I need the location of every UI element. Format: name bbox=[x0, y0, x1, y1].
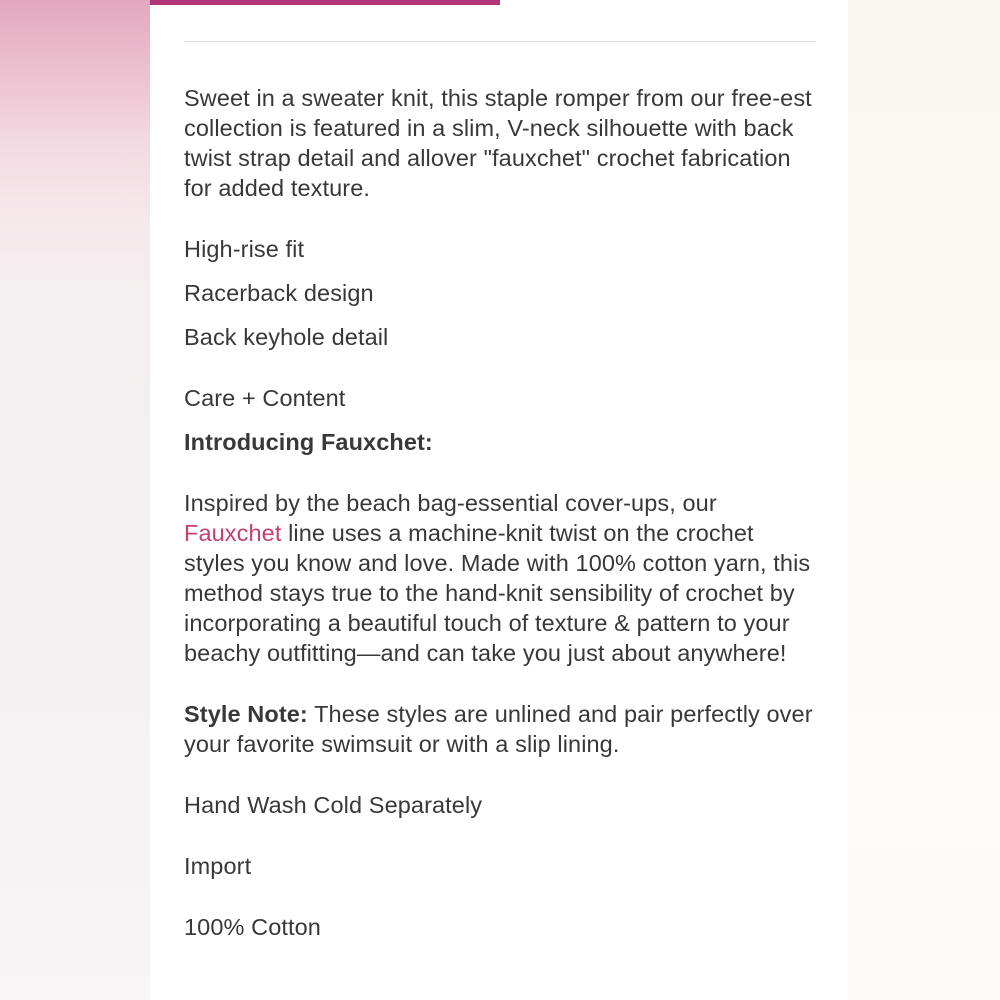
background-right-gradient bbox=[848, 0, 1000, 1000]
fauxchet-paragraph-start: Inspired by the beach bag-essential cover-ups, our bbox=[184, 490, 717, 516]
background-left-gradient bbox=[0, 0, 150, 1000]
fauxchet-link[interactable]: Fauxchet bbox=[184, 520, 282, 546]
product-intro-paragraph: Sweet in a sweater knit, this staple romper from our free-est collection is featured in a slim, V-neck silhouette with back twist strap detail and allover "fauxchet" crochet fabrication for added texture. bbox=[184, 85, 812, 201]
care-detail-item: Hand Wash Cold Separately bbox=[184, 792, 483, 818]
product-description bbox=[150, 42, 848, 942]
care-detail-item: Import bbox=[184, 853, 252, 879]
care-content-heading: Care + Content bbox=[184, 385, 346, 411]
fauxchet-paragraph bbox=[184, 488, 816, 668]
feature-item: Racerback design bbox=[184, 280, 374, 306]
style-note-text: These styles are unlined and pair perfectly over your favorite swimsuit or with a slip lining. bbox=[184, 701, 813, 757]
scroll-progress-bar bbox=[150, 0, 500, 5]
style-note-label: Style Note: bbox=[184, 701, 308, 727]
care-detail-item: 100% Cotton bbox=[184, 914, 321, 940]
style-note bbox=[184, 699, 816, 759]
product-details-sheet[interactable] bbox=[150, 0, 848, 1000]
feature-item: High-rise fit bbox=[184, 236, 305, 262]
fauxchet-paragraph-end: line uses a machine-knit twist on the crochet styles you know and love. Made with 100% cotton yarn, this method stays true to the hand-knit sensibility of crochet by incorporating a beautiful touch of texture & pattern to your beachy outfitting—and can take you just about anywhere! bbox=[184, 520, 811, 666]
fauxchet-heading: Introducing Fauxchet: bbox=[184, 429, 433, 455]
feature-item: Back keyhole detail bbox=[184, 324, 389, 350]
